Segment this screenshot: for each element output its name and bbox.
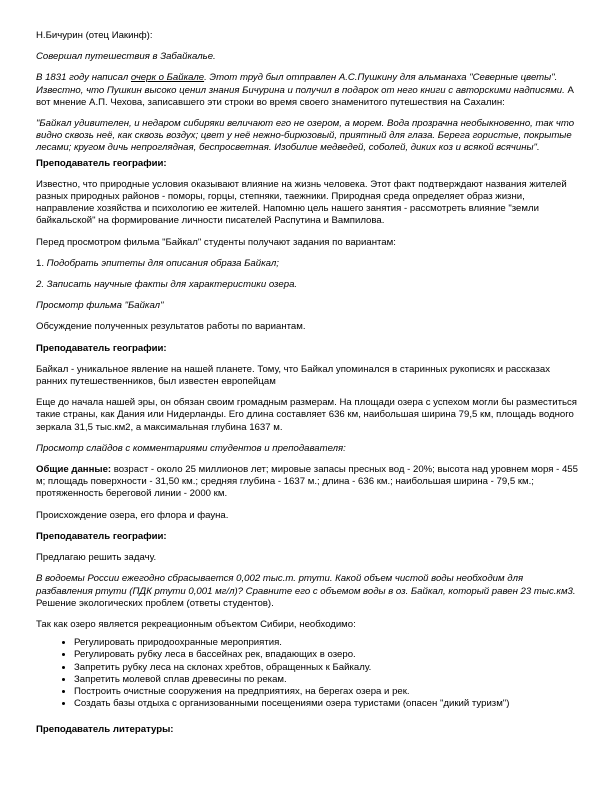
travel-line: Совершал путешествия в Забайкалье.	[36, 51, 216, 63]
bichurin-paragraph	[36, 72, 582, 109]
measures-list	[36, 637, 582, 710]
chekhov-quote: "Байкал удивителен, и недаром сибиряки величают его не озером, а морем. Вода прозрачна необыкновенно, так что видно сквозь неё, как сквозь воздух; цвет у неё нежно-бирюзовый, приятный для глаза. Берега гористые, покрытые лесами; кругом дичь непроглядная, беспросветная. Изобилие медведей, соболей, диких коз и всякой всячины".	[36, 118, 575, 154]
geo-teacher-heading-3: Преподаватель географии:	[36, 530, 167, 542]
essay-link[interactable]: очерк о Байкале	[130, 72, 205, 84]
list-item: • Регулировать природоохранные мероприятия.	[74, 637, 582, 649]
p1-end: А вот мнение А.П. Чехова, записавшего эти строки во время своего знаменитого путешествия на Сахалин:	[36, 84, 574, 108]
general-data-paragraph: Общие данные: возраст - около 25 миллионов лет; мировые запасы пресных вод - 20%; высота над уровнем моря - 455 м; площадь поверхности - 31,50 км.; средняя глубина - 1637 м.; длина - 636 км.; наибольшая ширина - 79,5 км.; протяженность береговой линии - 2000 км.	[36, 464, 578, 500]
list-item: • Запретить молевой сплав древесины по рекам.	[74, 674, 582, 686]
intro-paragraph: Известно, что природные условия оказывают влияние на жизнь человека. Этот факт подтверждают названия жителей разных природных районов - поморы, горцы, степняки, таежники. Природная среда определяет образ жизни, направление хозяйства и психологию ее жителей. Напомню цель нашего занятия - рассмотреть влияние "земли байкальской" на формирование личности писателей Распутина и Вампилова.	[36, 178, 567, 227]
problem-paragraph: В водоемы России ежегодно сбрасывается 0,002 тыс.т. ртути. Какой объем чистой воды необходим для разбавления ртути (ПДК ртути 0,001 мг/л)? Сравните его с объемом воды в оз. Байкал, который равен 23 тыс.км3. Решение экологических проблем (ответы студентов).	[36, 573, 576, 609]
discussion-line: Обсуждение полученных результатов работы по вариантам.	[36, 321, 306, 333]
geo-teacher-heading-1: Преподаватель географии:	[36, 157, 167, 169]
film-tasks-intro: Перед просмотром фильма "Байкал" студенты получают задания по вариантам:	[36, 236, 396, 248]
p1-middle: . Этот труд был отправлен А.С.Пушкину для альманаха "Северные цветы". Известно, что Пушкин высоко ценил знания Бичурина и получил в подарок от него книги с авторскими надписями.	[36, 72, 565, 96]
list-item: • Построить очистные сооружения на предприятиях, на берегах озера и рек.	[74, 686, 582, 698]
slides-line: Просмотр слайдов с комментариями студентов и преподавателя:	[36, 442, 346, 454]
task-offer-line: Предлагаю решить задачу.	[36, 552, 157, 564]
task-1: 1. Подобрать эпитеты для описания образа Байкал;	[36, 257, 279, 269]
list-item: • Запретить рубку леса на склонах хребтов, обращенных к Байкалу.	[74, 662, 582, 674]
baikal-unique-paragraph: Байкал - уникальное явление на нашей планете. Тому, что Байкал упоминался в старинных рукописях и рассказах ранних путешественников, был известен европейцам	[36, 363, 551, 388]
lit-teacher-heading: Преподаватель литературы:	[36, 724, 174, 736]
baikal-size-paragraph: Еще до начала нашей эры, он обязан своим громадным размерам. На площади озера с успехом могли бы разместиться такие страны, как Дания или Нидерланды. Его длина составляет 636 км, наибольшая ширина 79,5 км, площадь водного зеркала 31,5 тыс.км2, а максимальная глубина 1637 м.	[36, 397, 577, 433]
p1-start: В 1831 году написал	[36, 72, 131, 84]
author-line: Н.Бичурин (отец Иакинф):	[36, 30, 153, 41]
list-item: • Регулировать рубку леса в бассейнах рек, впадающих в озеро.	[74, 649, 582, 661]
document-page	[36, 30, 582, 746]
list-item: • Создать базы отдыха с организованными посещениями озера туристами (опасен "дикий туризм")	[74, 698, 582, 710]
geo-teacher-heading-2: Преподаватель географии:	[36, 342, 167, 354]
origin-line: Происхождение озера, его флора и фауна.	[36, 509, 229, 521]
task-2: 2. Записать научные факты для характеристики озера.	[36, 279, 298, 291]
film-line: Просмотр фильма "Байкал"	[36, 300, 164, 312]
recreation-line: Так как озеро является рекреационным объектом Сибири, необходимо:	[36, 618, 356, 630]
